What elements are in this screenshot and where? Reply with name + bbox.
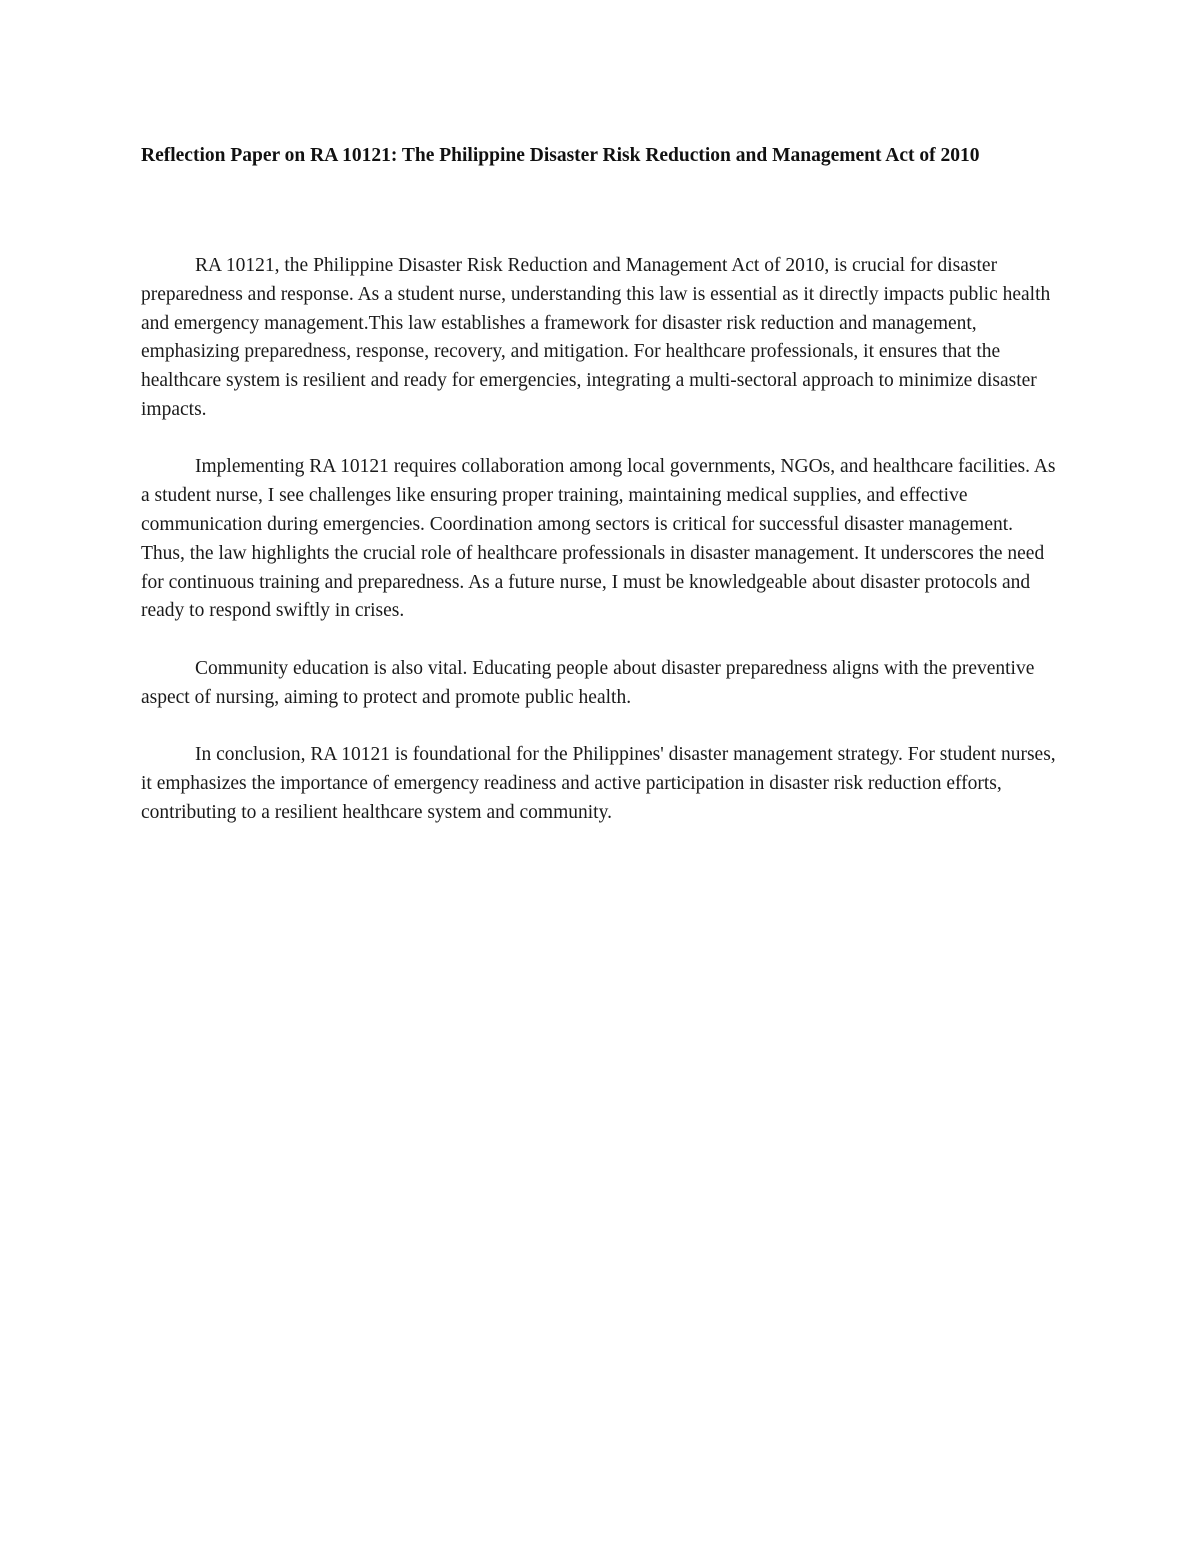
paragraph-introduction: RA 10121, the Philippine Disaster Risk Reduction and Management Act of 2010, is crucial for disaster preparedness and response. As a student nurse, understanding this law is essential as it directly impacts public health and emergency management.This law establishes a framework for disaster risk reduction and management, emphasizing preparedness, response, recovery, and mitigation. For healthcare professionals, it ensures that the healthcare system is resilient and ready for emergencies, integrating a multi-sectoral approach to minimize disaster impacts. [141, 255, 1051, 420]
paragraph-conclusion: In conclusion, RA 10121 is foundational for the Philippines' disaster management strategy. For student nurses, it emphasizes the importance of emergency readiness and active participation in disaster risk reduction efforts, contributing to a resilient healthcare system and community. [141, 743, 1056, 823]
document-title: Reflection Paper on RA 10121: The Philippine Disaster Risk Reduction and Management Act of 2010 [141, 145, 980, 166]
paragraph-community-education: Community education is also vital. Educating people about disaster preparedness aligns with the preventive aspect of nursing, aiming to protect and promote public health. [141, 657, 1035, 708]
document-body [141, 137, 1059, 856]
paragraph-implementation: Implementing RA 10121 requires collaboration among local governments, NGOs, and healthcare facilities. As a student nurse, I see challenges like ensuring proper training, maintaining medical supplies, and effective communication during emergencies. Coordination among sectors is critical for successful disaster management. Thus, the law highlights the crucial role of healthcare professionals in disaster management. It underscores the need for continuous training and preparedness. As a future nurse, I must be knowledgeable about disaster protocols and ready to respond swiftly in crises. [141, 456, 1056, 622]
title-spacer [141, 175, 1059, 252]
